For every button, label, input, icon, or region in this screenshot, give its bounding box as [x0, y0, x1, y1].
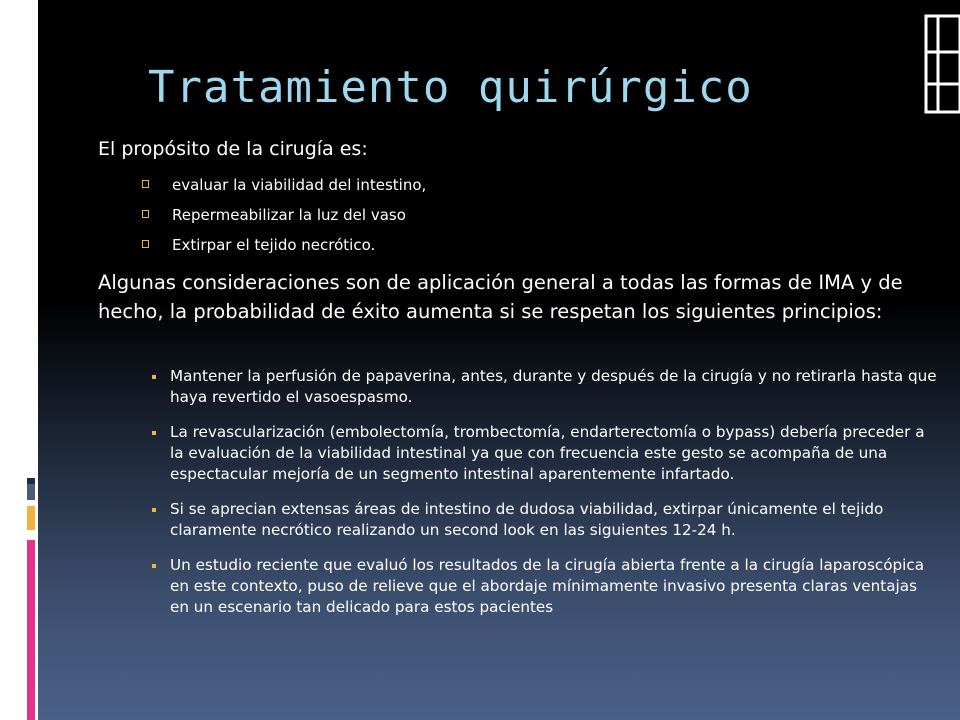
slide-title: Tratamiento quirúrgico: [148, 62, 753, 113]
square-bullet-icon: [152, 431, 156, 435]
list-item-text: evaluar la viabilidad del intestino,: [172, 176, 427, 194]
window-grid-icon: [922, 12, 960, 116]
slide: [38, 0, 960, 720]
square-bullet-icon: [142, 210, 149, 218]
list-item: [142, 232, 426, 262]
list-item-text: Repermeabilizar la luz del vaso: [172, 206, 406, 224]
list-item-text: La revascularización (embolectomía, trombectomía, endarterectomía o bypass) debería preceder a la evaluación de la viabilidad intestinal ya que con frecuencia este gesto se acompaña de una espectacular mejoría de un segmento intestinal aparentemente infartado.: [170, 423, 925, 483]
accent-strip-pink: [27, 540, 35, 720]
square-bullet-icon: [142, 240, 149, 248]
list-item-text: Mantener la perfusión de papaverina, antes, durante y después de la cirugía y no retirarla hasta que haya revertido el vasoespasmo.: [170, 367, 937, 406]
accent-strip-yellow: [27, 506, 35, 530]
list-item: [150, 422, 940, 485]
list-item: [142, 202, 426, 232]
list-item: [150, 555, 940, 618]
square-bullet-icon: [152, 564, 156, 568]
principles-list: [150, 366, 940, 632]
intro-text: El propósito de la cirugía es:: [98, 138, 368, 160]
purpose-list: [142, 172, 426, 262]
considerations-paragraph: Algunas consideraciones son de aplicación general a todas las formas de IMA y de hecho, la probabilidad de éxito aumenta si se respetan los siguientes principios:: [98, 271, 903, 323]
square-bullet-icon: [142, 180, 149, 188]
list-item: [150, 366, 940, 408]
accent-strip-gray: [27, 484, 35, 500]
square-bullet-icon: [152, 508, 156, 512]
list-item-text: Un estudio reciente que evaluó los resultados de la cirugía abierta frente a la cirugía laparoscópica en este contexto, puso de relieve que el abordaje mínimamente invasivo presenta claras ventajas en un escenario tan delicado para estos pacientes: [170, 556, 925, 616]
list-item: [150, 499, 940, 541]
list-item: [142, 172, 426, 202]
list-item-text: Extirpar el tejido necrótico.: [172, 236, 376, 254]
list-item-text: Si se aprecian extensas áreas de intestino de dudosa viabilidad, extirpar únicamente el tejido claramente necrótico realizando un second look en las siguientes 12-24 h.: [170, 500, 884, 539]
square-bullet-icon: [152, 375, 156, 379]
